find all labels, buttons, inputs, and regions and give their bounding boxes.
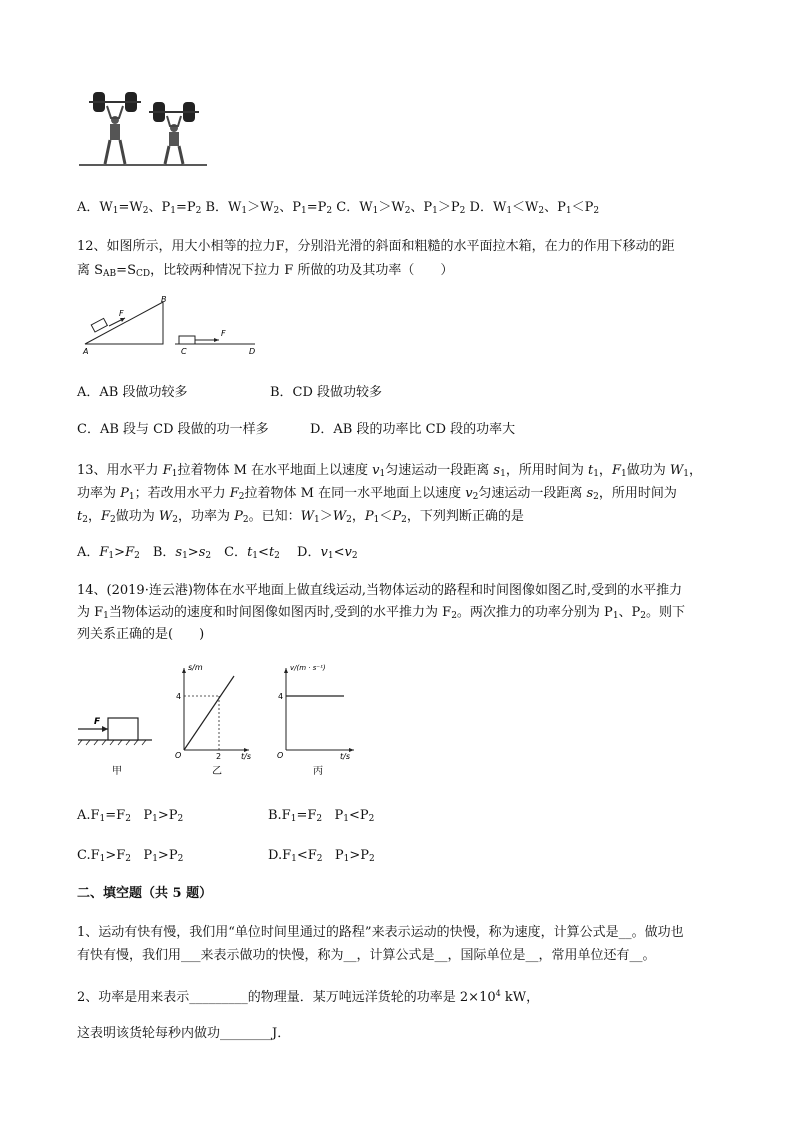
q13-options: A．$F_1>F_2$ B．$s_1>s_2$ C．$t_1<t_2$ D．$v_1<v_2$ — [77, 545, 358, 561]
q14-yi-xlabel: t/s — [241, 752, 251, 761]
q11-choices: A．$W_1=W_2$、$P_1=P_2$ B．$W_1>W_2$、$P_1=P_2$ C．$W_1>W_2$、$P_1>P_2$ D．$W_1<W_2$、$P_1<P_2$ — [77, 200, 600, 216]
q14-label-jia: 甲 — [112, 766, 122, 777]
q12-label-b: B — [161, 296, 167, 304]
q14-option-a: $A.F_1=F_2$ $P_1>P_2$ — [77, 808, 184, 824]
q14-option-d: $D.F_1<F_2$ $P_1>P_2$ — [268, 848, 375, 864]
q12-label-c: C — [181, 347, 187, 356]
fill1-line1: 1、运动有快有慢，我们用“单位时间里通过的路程”来表示运动的快慢，称为速度，计算公式是__。做功也 — [77, 925, 684, 940]
q14-yi-tick4: 4 — [176, 692, 182, 701]
q14-figure — [74, 660, 364, 780]
q14-label-yi: 乙 — [212, 766, 222, 777]
q14-stem-line1: 14、(2019·连云港)物体在水平地面上做直线运动,当物体运动的路程和时间图像如图乙时,受到的水平推力 — [77, 583, 683, 598]
q14-option-c: $C.F_1>F_2$ $P_1>P_2$ — [77, 848, 184, 864]
q12-option-d: D．AB 段的功率比 CD 段的功率大 — [310, 422, 516, 437]
section2-title: 二、填空题（共 5 题） — [77, 886, 213, 901]
q14-option-b: $B.F_1=F_2$ $P_1<P_2$ — [268, 808, 375, 824]
q14-label-bing: 丙 — [313, 766, 323, 777]
fill2-line2: 这表明该货轮每秒内做功________J． — [77, 1026, 291, 1041]
q13-stem-line2: 功率为 $P_1$；若改用水平力 $F_2$拉着物体 M 在同一水平地面上以速度 $v_2$匀速运动一段距离 $s_2$，所用时间为 — [77, 486, 677, 502]
q13-stem-line3: $t_2$，$F_2$做功为 $W_2$，功率为 $P_2$。已知：$W_1>W_2$，$P_1<P_2$，下列判断正确的是 — [77, 509, 524, 525]
q12-stem-line1: 12、如图所示，用大小相等的拉力F，分别沿光滑的斜面和粗糙的水平面拉木箱，在力的作用下移动的距 — [77, 239, 675, 254]
q13-stem-line1: 13、用水平力 $F_1$拉着物体 M 在水平地面上以速度 $v_1$匀速运动一段距离 $s_1$，所用时间为 $t_1$，$F_1$做功为 $W_1$， — [77, 463, 702, 479]
q12-option-a: A．AB 段做功较多 — [77, 385, 188, 400]
q14-yi-origin: O — [175, 751, 182, 760]
q12-label-f1: F — [119, 309, 124, 318]
fill1-line2: 有快有慢，我们用___来表示做功的快慢，称为__，计算公式是__，国际单位是__，常用单位还有__。 — [77, 948, 656, 963]
q14-bing-origin: O — [277, 751, 284, 760]
q14-bing-tick4: 4 — [278, 692, 284, 701]
q12-label-f2: F — [221, 329, 226, 338]
q14-stem-line2: 为 $F_1$当物体运动的速度和时间图像如图丙时,受到的水平推力为 $F_2$。两次推力的功率分别为 $P_1$、$P_2$。则下 — [77, 605, 686, 621]
q14-stem-line3: 列关系正确的是( ) — [77, 627, 205, 642]
q14-label-F: F — [94, 717, 101, 727]
q12-stem-line2: 离 $S_{AB}=S_{CD}$，比较两种情况下拉力 F 所做的功及其功率（ ） — [77, 263, 454, 279]
q14-yi-ylabel: s/m — [188, 663, 203, 672]
q12-label-a: A — [83, 347, 89, 356]
q12-figure — [77, 296, 267, 358]
q14-yi-tick2: 2 — [216, 752, 222, 761]
q14-bing-ylabel: v/(m · s⁻¹) — [290, 664, 326, 672]
q12-option-c: C．AB 段与 CD 段做的功一样多 — [77, 422, 269, 437]
q12-option-b: B．CD 段做功较多 — [270, 385, 383, 400]
q14-bing-xlabel: t/s — [340, 752, 350, 761]
weightlifter-image — [77, 88, 209, 168]
fill2-line1: 2、功率是用来表示_________的物理量．某万吨远洋货轮的功率是 $2\times 10^4$ kW， — [77, 989, 540, 1005]
q12-label-d: D — [249, 347, 256, 356]
